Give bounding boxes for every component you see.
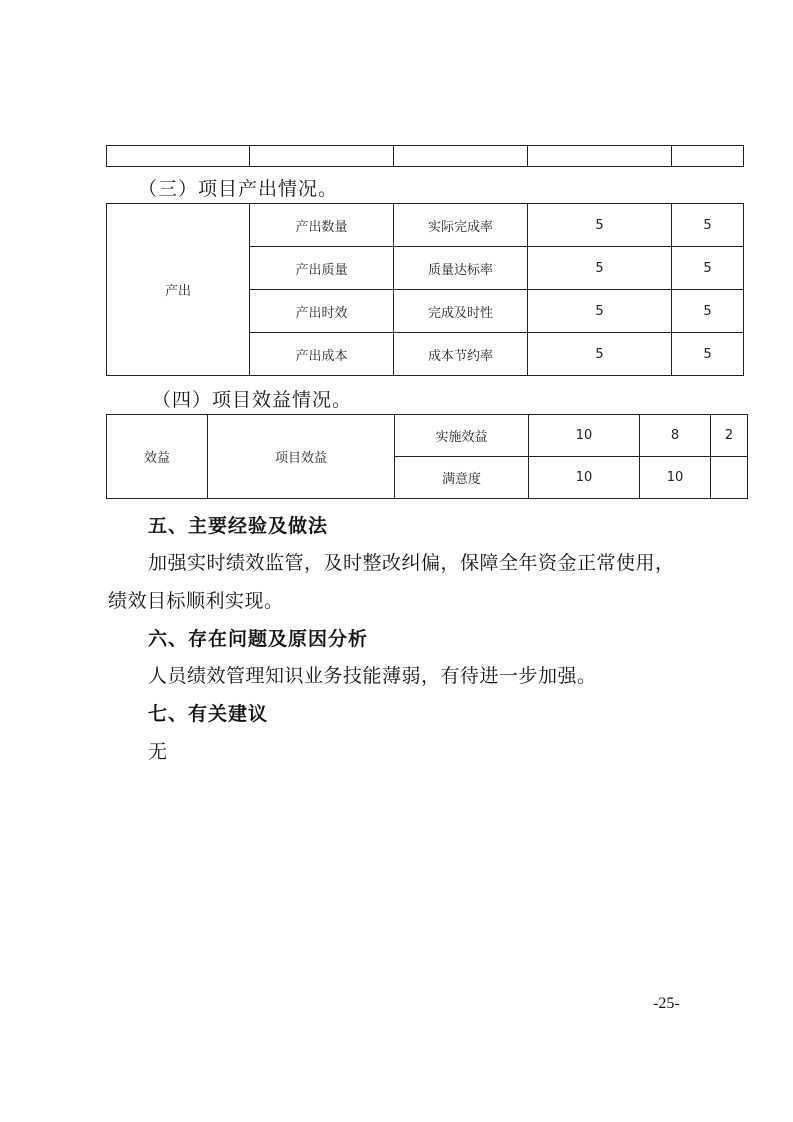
output-indicator: 产出质量 [250, 247, 394, 290]
table-cell [672, 146, 744, 167]
benefit-score: 10 [640, 457, 711, 499]
table-row [107, 204, 744, 247]
section-four-title: （四）项目效益情况。 [152, 389, 353, 411]
output-group-label: 产出 [107, 204, 250, 376]
table-cell [107, 146, 250, 167]
benefit-sub-label: 项目效益 [208, 415, 395, 499]
output-score: 5 [672, 333, 744, 376]
section-five-paragraph-line1: 加强实时绩效监管，及时整改纠偏，保障全年资金正常使用， [148, 552, 675, 574]
output-weight: 5 [528, 290, 672, 333]
section-six-heading: 六、存在问题及原因分析 [148, 628, 369, 650]
table-cell [394, 146, 528, 167]
output-indicator: 产出时效 [250, 290, 394, 333]
output-score: 5 [672, 247, 744, 290]
output-indicator: 产出数量 [250, 204, 394, 247]
section-five-heading: 五、主要经验及做法 [148, 515, 329, 537]
continued-table [106, 145, 744, 167]
table-row [107, 146, 744, 167]
section-five-paragraph-line2: 绩效目标顺利实现。 [108, 590, 284, 612]
output-measure: 质量达标率 [394, 247, 528, 290]
page-number: -25- [653, 995, 680, 1012]
output-score: 5 [672, 204, 744, 247]
table-cell [250, 146, 394, 167]
output-measure: 完成及时性 [394, 290, 528, 333]
table-row [107, 415, 748, 457]
output-weight: 5 [528, 333, 672, 376]
section-six-paragraph: 人员绩效管理知识业务技能薄弱，有待进一步加强。 [148, 665, 597, 687]
benefit-weight: 10 [529, 415, 640, 457]
benefit-measure: 满意度 [395, 457, 529, 499]
section-seven-heading: 七、有关建议 [148, 703, 269, 725]
section-seven-paragraph: 无 [148, 741, 168, 763]
output-indicator: 产出成本 [250, 333, 394, 376]
benefit-table [106, 414, 748, 499]
benefit-group-label: 效益 [107, 415, 208, 499]
benefit-deduction [711, 457, 748, 499]
output-weight: 5 [528, 204, 672, 247]
output-score: 5 [672, 290, 744, 333]
output-table [106, 203, 744, 376]
benefit-score: 8 [640, 415, 711, 457]
benefit-deduction: 2 [711, 415, 748, 457]
table-cell [528, 146, 672, 167]
benefit-measure: 实施效益 [395, 415, 529, 457]
output-weight: 5 [528, 247, 672, 290]
output-measure: 实际完成率 [394, 204, 528, 247]
output-measure: 成本节约率 [394, 333, 528, 376]
section-three-title: （三）项目产出情况。 [138, 178, 339, 200]
benefit-weight: 10 [529, 457, 640, 499]
